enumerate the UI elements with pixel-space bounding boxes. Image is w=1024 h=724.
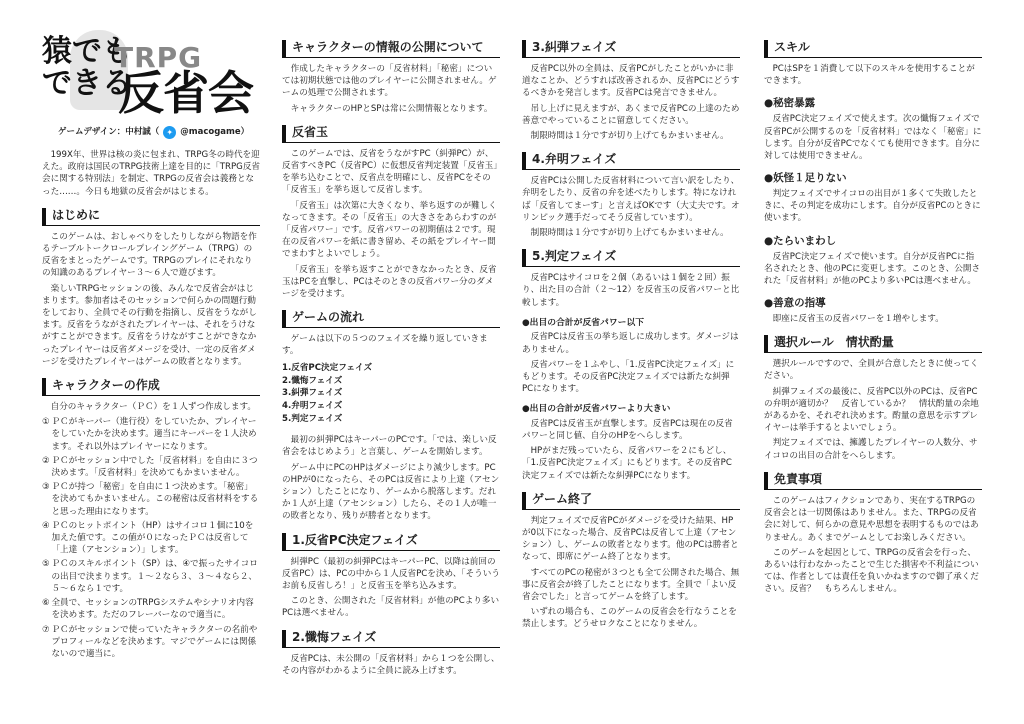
skill-name: ●善意の指導 xyxy=(764,297,826,310)
paragraph: 反省PCは、未公開の「反省材料」から１つを公開し、その内容がわかるように全員に読み上げます。 xyxy=(282,653,500,676)
section-title: はじめに xyxy=(42,208,260,226)
step-text: ＰＣがキーパー（進行役）をしていたか、プレイヤーをしていたかを決めます。適当にキーパーを１人決めます。それ以外はプレイヤーになります。 xyxy=(51,417,257,452)
paragraph: 楽しいTRPGセッションの後、みんなで反省会がはじまります。参加者はそのセッションで何らかの問題行動をしており、全員でその行動を指摘し、反省をうながします。反省をうながされたプレイヤーは、それをうけながすことができます。反省をうけながすことができなかったプレイヤーは反省ダメージを受け、一定の反省ダメージを受けたプレイヤーはゲームの敗者となります。 xyxy=(42,283,257,367)
step-item xyxy=(42,455,260,479)
skill-name: ●たらいまわし xyxy=(764,234,837,247)
designer-label: ゲームデザイン：中村誠（ xyxy=(58,127,160,138)
phase-item: 4.弁明フェイズ xyxy=(282,401,343,412)
paragraph: 制限時間は１分ですが切り上げてもかまいません。 xyxy=(530,131,729,142)
phase-item: 1.反省PC決定フェイズ xyxy=(282,362,373,373)
paragraph: 自分のキャラクター（ＰＣ）を１人ずつ作成します。 xyxy=(50,402,256,413)
phase-list xyxy=(282,362,500,426)
phase-item: 2.懺悔フェイズ xyxy=(282,375,343,386)
subsection-heading: ●出目の合計が反省パワーより大きい xyxy=(522,404,671,415)
paragraph: このとき、公開された「反省材料」が他のPCより多いPCは選べません。 xyxy=(282,596,500,619)
paragraph: 選択ルールですので、全員が合意したときに使ってください。 xyxy=(764,359,979,382)
paragraph: 反省PCは反省玉が直撃します。反省PCは現在の反省パワーと同じ値、自分のHPをへらします。 xyxy=(522,418,733,442)
intro-text: 199X年、世界は核の炎に包まれ、TRPG冬の時代を迎えた。政府は国民のTRPG技術上達を目的に「TRPG反省会に関する特別法」を制定、TRPGの反省会は義務となった……。今日も地獄の反省会がはじまる。 xyxy=(42,150,260,197)
column-3 xyxy=(522,30,740,714)
column-2 xyxy=(282,30,500,714)
step-item xyxy=(42,520,260,557)
step-text: ＰＣがセッションで使っていたキャラクターの名前やプロフィールなどを決めます。マジでゲームには関係ないので適当に。 xyxy=(51,624,258,659)
paragraph: 判定フェイズでは、擁護したプレイヤーの人数分、サイコロの出目の合計をへらします。 xyxy=(764,438,978,461)
paragraph: キャラクターのHPとSPは常に公開情報となります。 xyxy=(290,103,493,114)
paragraph: 反省PCはサイコロを２個（あるいは１個を２回）振り、出た目の合計（２～12）を反省玉の反省パワーと比較します。 xyxy=(522,273,740,308)
paragraph: 反省パワーを１ふやし、「1.反省PC決定フェイズ」にもどります。その反省PC決定フェイズでは新たな糾弾PCになります。 xyxy=(522,359,735,395)
paragraph: このゲームを起因として、TRPGの反省会を行った、あるいは行わなかったことで生じた損害や不利益については、作者としては責任を負いかねますので御了承ください。反省？ もちろんしません。 xyxy=(764,547,979,595)
step-item xyxy=(42,558,260,595)
paragraph: このゲームでは、反省をうながすPC（糾弾PC）が、反省すべきPC（反省PC）に仮想反省判定装置「反省玉」を挙ち込むことで、反省点を明確にし、反省PCをその「反省玉」を挙ち返して反省します。 xyxy=(282,148,498,196)
paragraph: 「反省玉」は次第に大きくなり、挙ち返すのが難しくなってきます。その「反省玉」の大きさをあらわすのが「反省パワー」です。反省パワーの初期値は２です。現在の反省パワーを紙に書き留め、その紙をプレイヤー間でまわすとよいでしょう。 xyxy=(282,200,497,260)
step-number: ⑤ xyxy=(42,559,50,570)
paragraph: HPがまだ残っていたら、反省パワーを２にもどし、「1.反省PC決定フェイズ」にもどります。その反省PC決定フェイズでは新たな糾弾PCになります。 xyxy=(522,446,732,481)
step-number: ④ xyxy=(42,520,50,531)
paragraph: このゲームはフィクションであり、実在するTRPGの反省会とは一切関係はありません。また、TRPGの反省会に対して、何らかの意見や思想を表明するものではありません。あくまでゲームとしてお楽しみください。 xyxy=(764,495,979,543)
step-number: ⑦ xyxy=(42,624,50,635)
paragraph: 反省PCは反省玉の挙ち返しに成功します。ダメージはありません。 xyxy=(522,332,739,355)
paragraph: 作成したキャラクターの「反省材料」「秘密」については初期状態では他のプレイヤーに公開されません。ゲームの処理で公開されます。 xyxy=(282,64,497,99)
step-item xyxy=(42,624,260,661)
paragraph: ゲームは以下の５つのフェイズを繰り返していきます。 xyxy=(282,334,488,357)
section-title: キャラクターの情報の公開について xyxy=(282,40,500,58)
step-item xyxy=(42,481,260,518)
paragraph: このゲームは、おしゃべりをしたりしながら物語を作るテーブルトークロールプレイングゲーム（TRPG）の反省をまとったゲームです。TRPGのプレイにそれなりの知識のあるプレイヤー３～６人で遊びます。 xyxy=(42,231,257,279)
designer-credit xyxy=(58,126,260,139)
paragraph: いずれの場合も、このゲームの反省会を行なうことを禁止します。どうせロクなことになりません。 xyxy=(522,607,737,630)
column-1 xyxy=(42,30,260,714)
step-number: ⑥ xyxy=(42,598,50,609)
section-title: 免責事項 xyxy=(764,472,982,490)
step-text: ＰＣがセッション中でした「反省材料」を自由に３つ決めます。「反省材料」を決めてもかまいません。 xyxy=(51,455,258,479)
section-title: 選択ルール 情状酌量 xyxy=(764,335,982,353)
skill-text: 反省PC決定フェイズで使えます。次の懺悔フェイズで反省PCが公開するのを「反省材料」ではなく「秘密」にします。自分が反省PCでなくても使用できます。自分に対しては使用できません。 xyxy=(764,114,982,161)
paragraph: 吊し上げに見えますが、あくまで反省PCの上達のため善意でやっていることに留意してください。 xyxy=(522,103,740,126)
skill-text: 即座に反省玉の反省パワーを１増やします。 xyxy=(772,314,944,325)
creation-steps xyxy=(42,416,260,660)
logo-line2: できる xyxy=(42,65,132,101)
step-text: ＰＣのスキルポイント（SP）は、④で振ったサイコロの出目で決まります。１～２なら３、３～４なら２、５～６なら１です。 xyxy=(51,559,258,594)
step-item xyxy=(42,416,260,453)
section-title: 4.弁明フェイズ xyxy=(522,152,740,170)
step-text: 全員で、セッションのTRPGシステムやシナリオ内容を決めます。ただのフレーバーなので適当に。 xyxy=(51,598,254,621)
step-item xyxy=(42,597,260,621)
logo-title: 反省会 xyxy=(118,66,253,120)
skill-name: ●秘密暴露 xyxy=(764,97,816,110)
section-title: スキル xyxy=(764,40,982,58)
paragraph: すべてのPCの秘密が３つとも全て公開された場合、無事に反省会が終了したことになります。全員で「よい反省会でした」と言ってゲームを終了します。 xyxy=(522,567,740,603)
paragraph: 糾弾PC（最初の糾弾PCはキーパーPC、以降は前回の反省PC）は、PCの中から１人反省PCを決め、「そういうお前も反省しろ！」と反省玉を挙ち込みます。 xyxy=(282,556,500,591)
paragraph: 反省PC以外の全員は、反省PCがしたことがいかに非道なことか、どうすれば改善されるか、反省PCにどうするべきかを発言します。反省PCは発言できません。 xyxy=(522,64,740,99)
logo-line1: 猿でも xyxy=(42,34,132,69)
step-number: ② xyxy=(42,455,50,466)
section-title: 5.判定フェイズ xyxy=(522,249,740,267)
twitter-bird-icon: ✦ xyxy=(163,126,176,139)
paragraph: ゲーム中にPCのHPはダメージにより減少します。PCのHPが0になったら、そのPCは反省により上達（アセンション）したことになり、ゲームから脱落します。だれか１人が上達（アセンション）したら、その１人が唯一の敗者となり、残りが勝者となります。 xyxy=(282,462,500,522)
step-text: ＰＣのヒットポイント（HP）はサイコロ１個に10を加えた値です。この値が０になったＰＣは反省して「上達（アセンション）」します。 xyxy=(51,520,254,556)
designer-handle[interactable]: @macogame） xyxy=(180,127,250,138)
section-title: キャラクターの作成 xyxy=(42,378,260,396)
paragraph: 最初の糾弾PCはキーパーのPCです。「では、楽しい反省会をはじめよう」と言葉し、ゲームを開始します。 xyxy=(282,435,497,458)
section-title: ゲーム終了 xyxy=(522,492,740,510)
skill-text: 判定フェイズでサイコロの出目が１多くて失敗したときに、その判定を成功にします。自分が反省PCのときに使います。 xyxy=(764,189,981,224)
section-title: ゲームの流れ xyxy=(282,310,500,328)
paragraph: 糾弾フェイズの最後に、反省PC以外のPCは、反省PCの弁明が適切か？ 反省しているか？ 情状酌量の余地があるかを、それぞれ決めます。酌量の意思を示すプレイヤーは挙手するとよいでしょう。 xyxy=(764,386,979,434)
section-title: 反省玉 xyxy=(282,125,500,143)
section-title: 2.懺悔フェイズ xyxy=(282,630,500,648)
game-logo xyxy=(42,30,260,122)
phase-item: 3.糾弾フェイズ xyxy=(282,388,343,399)
skill-name: ●妖怪１足りない xyxy=(764,172,847,185)
step-text: ＰＣが持つ「秘密」を自由に１つ決めます。「秘密」を決めてもかまいません。この秘密は反省材料をすると思った理由になります。 xyxy=(51,482,259,517)
section-title: 3.糾弾フェイズ xyxy=(522,40,740,58)
section-title: 1.反省PC決定フェイズ xyxy=(282,533,500,551)
paragraph: 「反省玉」を挙ち返すことができなかったとき、反省玉はPCを直撃し、PCはそのときの反省パワー分のダメージを受けます。 xyxy=(282,264,497,300)
column-4 xyxy=(764,30,982,714)
step-number: ① xyxy=(42,417,50,428)
paragraph: 反省PCは公開した反省材料について言い訳をしたり、弁明をしたり、反省の弁を述べたりします。特になければ「反省してまーす」と言えばOKです（大丈夫です。オリンピック選手だってそう反省しています）。 xyxy=(522,176,740,223)
phase-item: 5.判定フェイズ xyxy=(282,414,343,425)
step-number: ③ xyxy=(42,482,50,493)
paragraph: 制限時間は１分ですが切り上げてもかまいません。 xyxy=(530,228,729,239)
paragraph: 判定フェイズで反省PCがダメージを受けた結果、HPが0以下になった場合、反省PCは反省して上達（アセンション）し、ゲームの敗者となります。他のPCは勝者となって、即席にゲーム終了となります。 xyxy=(522,515,739,563)
logo-trpg: TRPG xyxy=(114,41,203,74)
subsection-heading: ●出目の合計が反省パワー以下 xyxy=(522,317,645,328)
paragraph: PCはSPを１消費して以下のスキルを使用することができます。 xyxy=(764,64,975,87)
skill-text: 反省PC決定フェイズで使います。自分が反省PCに指名されたとき、他のPCに変更します。このとき、公開された「反省材料」が他のPCより多いPCは選べません。 xyxy=(764,251,981,286)
